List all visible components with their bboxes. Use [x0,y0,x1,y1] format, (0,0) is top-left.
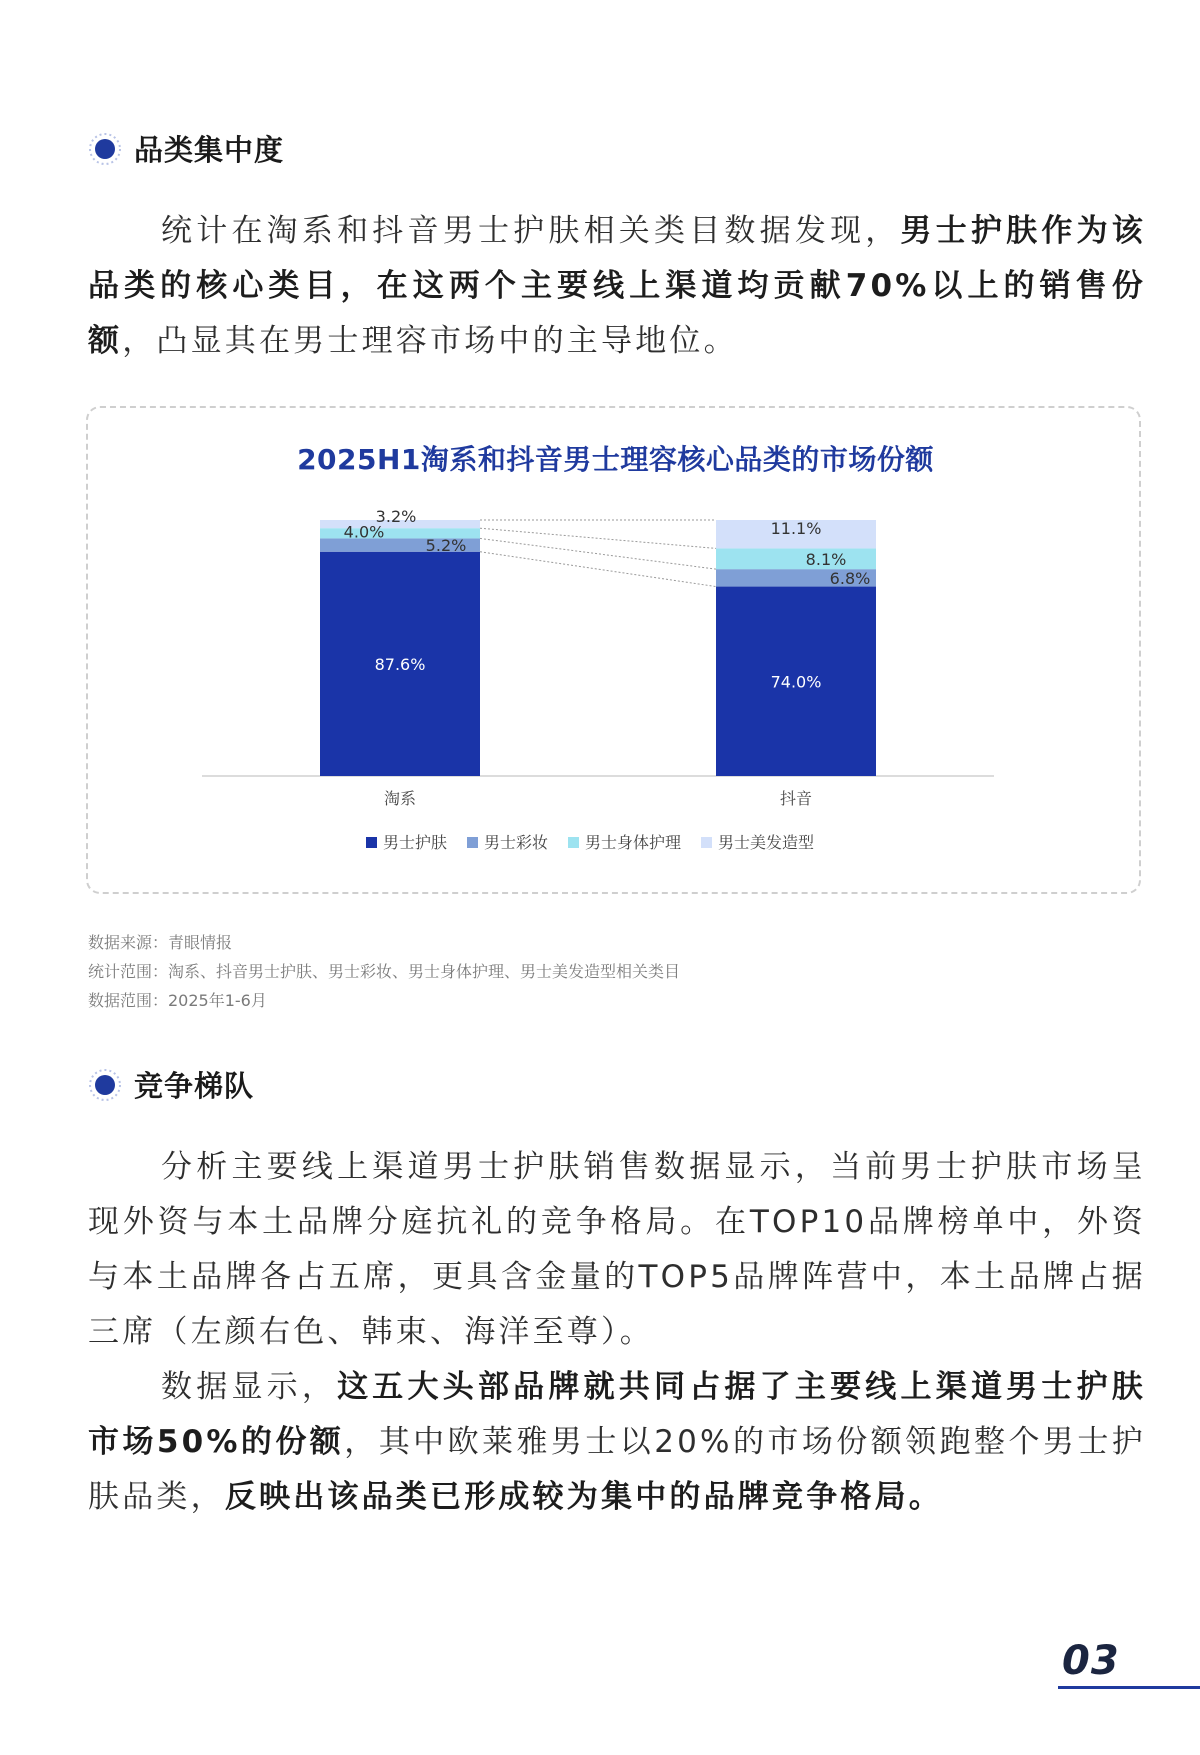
para-text: 数据显示， [160,1369,338,1405]
para-text: 统计在淘系和抖音男士护肤相关类目数据发现， [160,213,901,249]
stacked-bar-chart [88,408,1143,896]
chart-notes [88,928,680,1015]
data-label: 74.0% [770,672,822,692]
data-label: 4.0% [343,522,385,542]
category-label: 淘系 [383,789,417,808]
para-bold-text: 反映出该品类已形成较为集中的品牌竞争格局。 [224,1479,944,1515]
para-bold-text: 男士护肤作为该品类的核心类目，在这两个主要线上渠道均贡献70%以上的销售份额 [88,213,1146,359]
circle-bullet-icon [88,1068,122,1102]
connector-line [480,552,716,587]
legend-label: 男士身体护理 [585,833,682,852]
data-label: 87.6% [374,654,426,674]
section-title: 竞争梯队 [134,1069,255,1103]
section-header-concentration [88,128,284,169]
para-text: ，其中欧莱雅男士以20%的市场份额领跑整个男士护肤品类， [88,1424,1146,1515]
competition-paragraph-2 [88,1360,1146,1525]
para-text: 分析主要线上渠道男士护肤销售数据显示，当前男士护肤市场呈现外资与本土品牌分庭抗礼的竞争格局。在TOP10品牌榜单中，外资与本土品牌各占五席，更具含金量的TOP5品牌阵营中，本土品牌占据三席（左颜右色、韩束、海洋至尊）。 [88,1149,1146,1350]
chart-title: 2025H1淘系和抖音男士理容核心品类的市场份额 [297,443,934,476]
legend-label: 男士彩妆 [484,833,549,852]
circle-bullet-icon [88,132,122,166]
note-period: 数据范围：2025年1-6月 [88,991,267,1010]
connector-line [480,528,716,548]
para-text: ，凸显其在男士理容市场中的主导地位。 [122,323,738,359]
section-header-competition [88,1064,254,1105]
page-number: 03 [1062,1638,1120,1684]
chart-container [86,406,1141,894]
category-label: 抖音 [779,789,813,808]
para-bold-text: 这五大头部品牌就共同占据了主要线上渠道男士护肤市场50%的份额 [88,1369,1146,1460]
legend-label: 男士护肤 [383,833,448,852]
legend-swatch [366,837,377,848]
legend-swatch [701,837,712,848]
bar-segment [716,548,876,569]
concentration-paragraph [88,204,1146,369]
legend-swatch [568,837,579,848]
legend-swatch [467,837,478,848]
note-scope: 统计范围：淘系、抖音男士护肤、男士彩妆、男士身体护理、男士美发造型相关类目 [88,962,681,981]
competition-paragraph-1 [88,1140,1146,1360]
data-label: 8.1% [805,549,847,569]
data-label: 11.1% [770,519,822,539]
data-label: 6.8% [829,568,871,588]
note-source: 数据来源：青眼情报 [88,933,233,952]
data-label: 5.2% [425,536,467,556]
data-label: 3.2% [375,507,417,527]
page-number-underline [1058,1686,1200,1689]
legend-label: 男士美发造型 [718,833,815,852]
section-title: 品类集中度 [134,133,285,167]
connector-line [480,538,716,569]
